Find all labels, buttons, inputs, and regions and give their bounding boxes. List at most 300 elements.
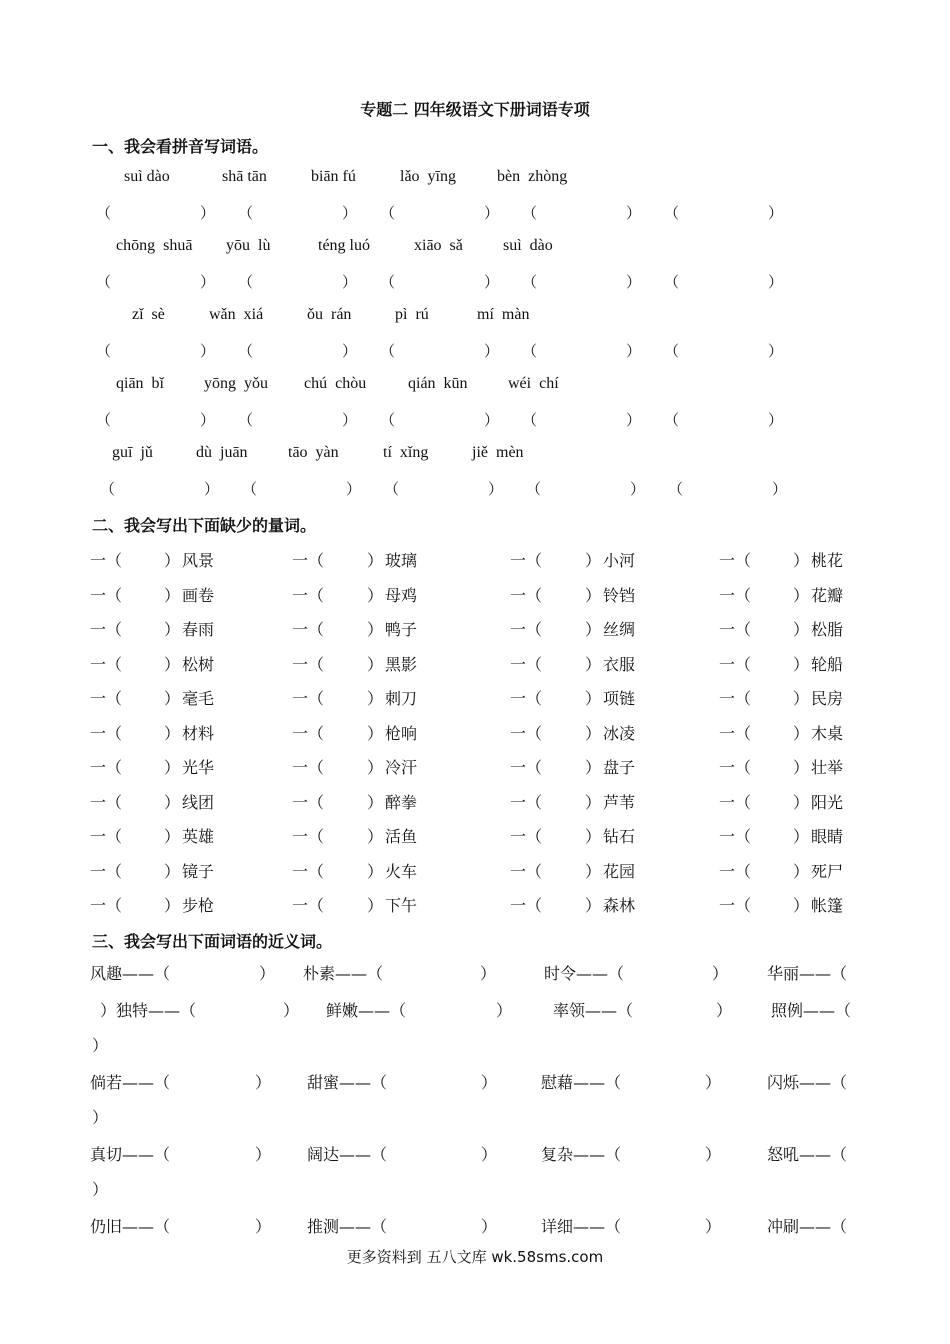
close-paren: ） [164,551,181,570]
answer-blank[interactable] [396,409,484,429]
synonym-prompt-word: 华丽——（ [767,964,848,983]
close-paren: ） [626,204,642,222]
close-paren: ） [585,758,602,777]
measure-prefix: 一（ [90,654,123,674]
answer-blank[interactable] [254,202,342,222]
close-paren: ） [626,273,642,291]
measure-prefix: 一（ [90,758,123,777]
measure-blank[interactable] [544,617,580,637]
close-paren: ） [367,585,384,605]
close-paren: ） [92,1036,109,1055]
measure-blank[interactable] [544,583,580,603]
synonym-prompt-word: 闪烁——（ [767,1073,848,1092]
measure-prefix: 一（ [90,827,123,846]
close-paren: ） [367,620,384,639]
noun-word: 铃铛 [603,585,636,605]
measure-blank[interactable] [326,548,362,568]
close-paren: ） [481,1217,498,1236]
pinyin-row [0,306,950,330]
open-paren: （ [526,480,542,498]
measure-prefix: 一（ [510,689,543,708]
close-paren: ） [481,1073,498,1092]
answer-blank[interactable] [112,202,200,222]
close-paren: ） [367,827,384,846]
pinyin-text: dù juān [196,444,248,461]
measure-blank[interactable] [124,583,160,603]
noun-word: 醉拳 [385,792,418,812]
close-paren: ） [793,827,810,846]
measure-prefix: 一（ [719,758,752,777]
noun-word: 眼睛 [811,827,844,846]
answer-blank[interactable] [680,271,768,291]
pinyin-text: zǐ sè [132,306,165,323]
measure-prefix: 一（ [292,792,325,812]
open-paren: （ [664,411,680,429]
measure-prefix: 一（ [510,758,543,777]
noun-word: 松树 [182,654,215,674]
measure-blank[interactable] [544,755,580,775]
measure-prefix: 一（ [90,896,123,915]
open-paren: （ [664,342,680,360]
pinyin-row [0,237,950,261]
measure-word-row [0,583,950,607]
open-paren: （ [96,342,112,360]
measure-prefix: 一（ [292,723,325,743]
measure-blank[interactable] [326,652,362,672]
close-paren: ） [255,1073,272,1092]
synonym-blank[interactable] [178,1214,248,1234]
close-paren: ） [585,689,602,708]
noun-word: 鸭子 [385,620,418,639]
measure-prefix: 一（ [510,723,543,743]
pinyin-text: ǒu rán [307,306,352,323]
open-paren: （ [668,480,684,498]
measure-prefix: 一（ [90,585,123,605]
answer-blank[interactable] [112,271,200,291]
pinyin-row [0,375,950,399]
measure-blank[interactable] [124,721,160,741]
pinyin-text: biān fú [311,168,356,185]
measure-word-row [0,755,950,779]
measure-blank[interactable] [124,824,160,844]
noun-word: 下午 [385,896,418,915]
measure-blank[interactable] [124,617,160,637]
measure-blank[interactable] [753,755,789,775]
noun-word: 死尸 [811,861,844,881]
close-paren: ） [585,861,602,881]
noun-word: 镜子 [182,861,215,881]
synonym-prompt-word: 阔达——（ [307,1145,388,1164]
synonym-blank[interactable] [632,961,702,981]
answer-blank-row [0,202,950,226]
close-paren: ） [496,1001,513,1020]
noun-word: 冷汗 [385,758,418,777]
noun-word: 民房 [811,689,844,708]
synonym-prompt-word: 详细——（ [541,1217,622,1236]
close-paren: ） [705,1145,722,1164]
synonym-prompt-word: 风趣——（ [90,964,171,983]
synonym-blank[interactable] [395,1142,465,1162]
noun-word: 火车 [385,861,418,881]
close-paren: ） [367,758,384,777]
synonym-prompt-word: 真切——（ [90,1145,171,1164]
synonym-prompt-word: 怒吼——（ [767,1145,848,1164]
noun-word: 春雨 [182,620,215,639]
synonym-blank[interactable] [855,1142,925,1162]
close-paren: ） [164,758,181,777]
open-paren: （ [522,204,538,222]
synonym-blank[interactable] [855,1070,925,1090]
synonym-blank[interactable] [855,961,925,981]
pinyin-text: téng luó [318,237,370,254]
measure-blank[interactable] [753,893,789,913]
close-paren: ） [480,964,497,983]
close-paren: ） [164,585,181,605]
synonym-prompt-word: 朴素——（ [303,964,384,983]
noun-word: 玻璃 [385,551,418,570]
section3-heading: 三、我会写出下面词语的近义词。 [92,932,333,951]
measure-blank[interactable] [124,652,160,672]
measure-prefix: 一（ [510,792,543,812]
pinyin-text: wǎn xiá [209,306,264,323]
measure-prefix: 一（ [292,551,325,570]
measure-blank[interactable] [753,686,789,706]
noun-word: 盘子 [603,758,636,777]
synonym-row [0,998,950,1022]
close-paren: ） [92,1180,109,1199]
pinyin-text: qián kūn [408,375,468,392]
measure-prefix: 一（ [510,551,543,570]
close-paren: ） [793,896,810,915]
noun-word: 刺刀 [385,689,418,708]
measure-blank[interactable] [326,721,362,741]
close-paren: ） [484,204,500,222]
close-paren: ） [164,723,181,743]
close-paren: ） [164,827,181,846]
measure-blank[interactable] [326,583,362,603]
pinyin-text: yōng yǒu [204,375,268,392]
measure-prefix: 一（ [292,896,325,915]
answer-blank[interactable] [684,478,772,498]
noun-word: 活鱼 [385,827,418,846]
close-paren: ） [793,723,810,743]
synonym-blank[interactable] [629,1142,699,1162]
measure-word-row [0,548,950,572]
synonym-blank[interactable] [855,1214,925,1234]
close-paren: ） [164,689,181,708]
answer-blank[interactable] [258,478,346,498]
close-paren: ） [342,342,358,360]
open-paren: （ [100,480,116,498]
measure-prefix: 一（ [510,585,543,605]
pinyin-text: chú chòu [304,375,367,392]
synonym-prompt-word: 独特——（ [116,1001,197,1020]
close-paren: ） [346,480,362,498]
measure-blank[interactable] [124,859,160,879]
synonym-blank[interactable] [178,961,248,981]
answer-blank[interactable] [396,202,484,222]
answer-blank[interactable] [254,271,342,291]
measure-blank[interactable] [753,824,789,844]
noun-word: 小河 [603,551,636,570]
noun-word: 英雄 [182,827,215,846]
close-paren: ） [793,654,810,674]
measure-blank[interactable] [124,893,160,913]
noun-word: 材料 [182,723,215,743]
open-paren: （ [238,411,254,429]
answer-blank[interactable] [680,340,768,360]
synonym-blank[interactable] [395,1070,465,1090]
synonym-blank[interactable] [204,998,274,1018]
measure-blank[interactable] [326,755,362,775]
synonym-row [0,1214,950,1238]
answer-blank[interactable] [112,340,200,360]
noun-word: 阳光 [811,792,844,812]
close-paren: ） [768,273,784,291]
close-paren: ） [712,964,729,983]
pinyin-text: bèn zhòng [497,168,568,185]
measure-word-row [0,721,950,745]
synonym-blank[interactable] [641,998,711,1018]
measure-blank[interactable] [326,824,362,844]
close-paren: ） [793,585,810,605]
close-paren: ） [342,411,358,429]
measure-blank[interactable] [544,652,580,672]
close-paren: ） [630,480,646,498]
section2-heading: 二、我会写出下面缺少的量词。 [92,516,317,535]
synonym-prompt-word: 推测——（ [307,1217,388,1236]
measure-blank[interactable] [124,790,160,810]
measure-prefix: 一（ [719,723,752,743]
synonym-blank[interactable] [178,1142,248,1162]
measure-prefix: 一（ [510,654,543,674]
noun-word: 毫毛 [182,689,215,708]
measure-blank[interactable] [544,824,580,844]
pinyin-text: lǎo yīng [400,168,456,185]
close-paren: ） [367,792,384,812]
measure-prefix: 一（ [719,896,752,915]
measure-blank[interactable] [753,652,789,672]
close-paren: ） [585,585,602,605]
synonym-blank[interactable] [178,1070,248,1090]
close-paren: ） [164,654,181,674]
answer-blank[interactable] [116,478,204,498]
synonym-prompt-word: 仍旧——（ [90,1217,171,1236]
measure-blank[interactable] [753,617,789,637]
open-paren: （ [96,204,112,222]
answer-blank[interactable] [538,409,626,429]
close-paren: ） [585,654,602,674]
synonym-row [0,1070,950,1094]
close-paren: ） [367,723,384,743]
answer-blank[interactable] [680,202,768,222]
synonym-prompt-word: 甜蜜——（ [307,1073,388,1092]
measure-word-row [0,686,950,710]
measure-prefix: 一（ [292,827,325,846]
pinyin-text: wéi chí [508,375,559,392]
close-paren: ） [200,342,216,360]
measure-word-row [0,790,950,814]
noun-word: 冰凌 [603,723,636,743]
measure-word-row [0,617,950,641]
synonym-blank[interactable] [629,1070,699,1090]
close-paren: ） [164,620,181,639]
synonym-blank[interactable] [391,961,461,981]
answer-blank[interactable] [396,340,484,360]
measure-prefix: 一（ [719,861,752,881]
answer-blank[interactable] [400,478,488,498]
measure-blank[interactable] [326,893,362,913]
close-paren: ） [164,792,181,812]
noun-word: 木桌 [811,723,844,743]
close-paren: ） [204,480,220,498]
measure-blank[interactable] [753,859,789,879]
measure-blank[interactable] [753,548,789,568]
measure-prefix: 一（ [510,896,543,915]
close-paren: ） [342,204,358,222]
noun-word: 轮船 [811,654,844,674]
measure-prefix: 一（ [292,585,325,605]
close-paren: ） [626,411,642,429]
answer-blank[interactable] [112,409,200,429]
open-paren: （ [238,273,254,291]
measure-blank[interactable] [326,790,362,810]
close-paren: ） [255,1145,272,1164]
pinyin-text: qiān bǐ [116,375,164,392]
answer-blank-row [0,271,950,295]
answer-blank[interactable] [542,478,630,498]
close-paren: ） [484,273,500,291]
noun-word: 光华 [182,758,215,777]
synonym-blank[interactable] [629,1214,699,1234]
synonym-prompt-word: 时令——（ [544,964,625,983]
noun-word: 步枪 [182,896,215,915]
measure-blank[interactable] [544,721,580,741]
open-paren: （ [380,411,396,429]
measure-word-row [0,652,950,676]
answer-blank-row [0,340,950,364]
pinyin-text: suì dào [503,237,553,254]
pinyin-text: pì rú [395,306,429,323]
measure-blank[interactable] [753,790,789,810]
close-paren: ） [259,964,276,983]
answer-blank[interactable] [538,340,626,360]
open-paren: （ [96,273,112,291]
close-paren: ） [367,861,384,881]
synonym-blank[interactable] [395,1214,465,1234]
measure-word-row [0,893,950,917]
synonym-prompt-word: 复杂——（ [541,1145,622,1164]
synonym-prompt-word: 冲刷——（ [767,1217,848,1236]
pinyin-text: shā tān [222,168,267,185]
footer-text: 更多资料到 五八文库 wk.58sms.com [346,1248,604,1266]
close-paren: ） [200,411,216,429]
close-paren: ） [705,1073,722,1092]
close-paren: ） [484,342,500,360]
measure-prefix: 一（ [292,689,325,708]
measure-prefix: 一（ [292,654,325,674]
close-paren: ） [793,689,810,708]
answer-blank[interactable] [396,271,484,291]
close-paren: ） [481,1145,498,1164]
close-paren: ） [793,792,810,812]
open-paren: （ [242,480,258,498]
measure-prefix: 一（ [719,654,752,674]
close-paren: ） [92,1108,109,1127]
noun-word: 花园 [603,861,636,881]
noun-word: 画卷 [182,585,215,605]
close-paren: ） [255,1217,272,1236]
pinyin-row [0,444,950,468]
measure-prefix: 一（ [719,689,752,708]
noun-word: 森林 [603,896,636,915]
noun-word: 芦苇 [603,792,636,812]
close-paren: ） [585,723,602,743]
answer-blank[interactable] [538,202,626,222]
pinyin-text: xiāo sǎ [414,237,463,254]
measure-blank[interactable] [124,548,160,568]
close-paren: ） [793,861,810,881]
measure-blank[interactable] [753,721,789,741]
measure-blank[interactable] [124,755,160,775]
measure-blank[interactable] [544,548,580,568]
synonym-prompt-word: 照例——（ [771,1001,852,1020]
close-paren: ） [367,551,384,570]
answer-blank-row [0,409,950,433]
measure-blank[interactable] [544,790,580,810]
measure-blank[interactable] [544,859,580,879]
pinyin-text: suì dào [124,168,170,185]
answer-blank-row [0,478,950,502]
measure-blank[interactable] [753,583,789,603]
measure-prefix: 一（ [90,723,123,743]
measure-blank[interactable] [544,893,580,913]
answer-blank[interactable] [680,409,768,429]
measure-blank[interactable] [544,686,580,706]
answer-blank[interactable] [254,340,342,360]
open-paren: （ [664,204,680,222]
close-paren: ） [200,204,216,222]
synonym-blank[interactable] [859,998,929,1018]
measure-blank[interactable] [326,859,362,879]
measure-prefix: 一（ [719,585,752,605]
measure-prefix: 一（ [719,792,752,812]
open-paren: （ [384,480,400,498]
close-paren: ） [705,1217,722,1236]
answer-blank[interactable] [254,409,342,429]
noun-word: 母鸡 [385,585,418,605]
measure-prefix: 一（ [719,620,752,639]
open-paren: （ [522,342,538,360]
measure-prefix: 一（ [90,551,123,570]
measure-word-row [0,824,950,848]
synonym-row [0,1142,950,1166]
pinyin-text: chōng shuā [116,237,193,254]
measure-blank[interactable] [124,686,160,706]
answer-blank[interactable] [538,271,626,291]
measure-blank[interactable] [326,686,362,706]
close-paren: ） [768,204,784,222]
synonym-prompt-word: 鲜嫩——（ [326,1001,407,1020]
pinyin-row [0,168,950,192]
synonym-blank[interactable] [414,998,484,1018]
measure-blank[interactable] [326,617,362,637]
synonym-prompt-word: 倘若——（ [90,1073,171,1092]
noun-word: 项链 [603,689,636,708]
close-paren: ） [283,1001,300,1020]
noun-word: 丝绸 [603,620,636,639]
noun-word: 桃花 [811,551,844,570]
